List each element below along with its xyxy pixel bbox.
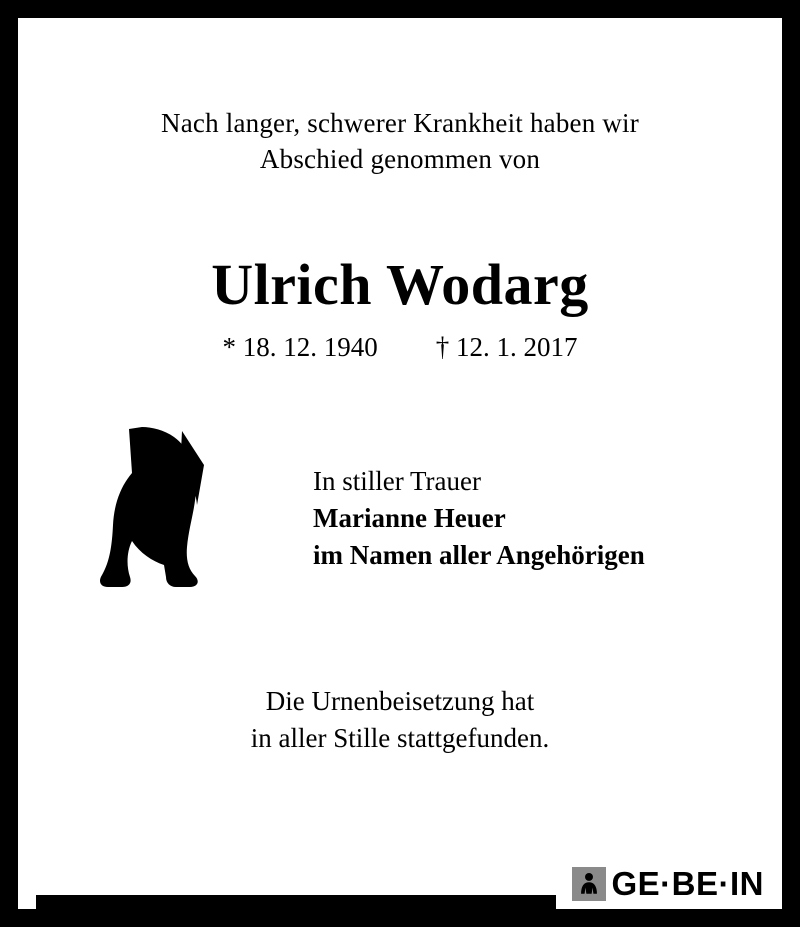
mourning-line-2: Marianne Heuer [313, 502, 506, 533]
deceased-name: Ulrich Wodarg [211, 252, 589, 318]
birth-date: * 18. 12. 1940 [222, 332, 378, 363]
mourning-line-1: In stiller Trauer [313, 466, 481, 497]
closing-line-1: Die Urnenbeisetzung hat [265, 686, 535, 717]
intro-line-1: Nach langer, schwerer Krankheit haben wir [161, 108, 639, 138]
closing-line-2: in aller Stille stattgefunden. [250, 722, 550, 753]
mourning-line-3: im Namen aller Angehörigen [313, 539, 645, 570]
notice-card [18, 18, 782, 909]
intro-text [18, 18, 782, 177]
death-date: † 12. 1. 2017 [435, 332, 578, 363]
intro-line-2: Abschied genommen von [259, 143, 541, 174]
mourning-block [313, 463, 645, 574]
logo-text: GE·BE·IN [611, 865, 764, 902]
closing-text [18, 683, 782, 756]
middle-section [18, 411, 782, 611]
bottom-rule [36, 895, 556, 909]
life-dates [18, 332, 782, 363]
sitting-cat-silhouette-icon [96, 421, 246, 611]
gebein-logo [572, 865, 765, 903]
person-icon [572, 867, 606, 901]
